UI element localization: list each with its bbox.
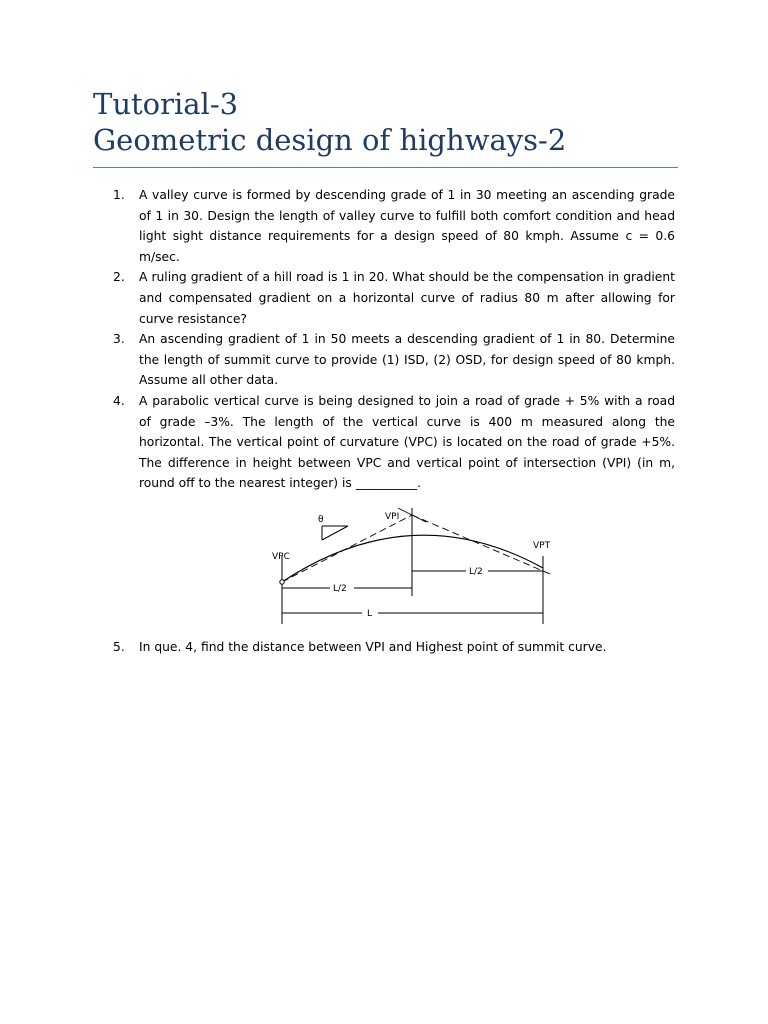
question-item-3 [113,329,675,391]
vertical-curve-diagram [266,500,562,630]
question-item-2 [113,267,675,329]
question-number: 2. [113,270,125,285]
question-text: An ascending gradient of 1 in 50 meets a descending gradient of 1 in 80. Determine the length of summit curve to provide (1) ISD, (2) OSD, for design speed of 80 kmph. Assume all other data. [139,332,675,388]
question-text: A ruling gradient of a hill road is 1 in 20. What should be the compensation in gradient and compensated gradient on a horizontal curve of radius 80 m after allowing for curve resistance? [139,270,675,326]
question-number: 4. [113,393,125,408]
vpt-label: VPT [533,541,551,551]
question-text: A valley curve is formed by descending grade of 1 in 30 meeting an ascending grade of 1 in 30. Design the length of valley curve to fulfill both comfort condition and head light sight distance requirements for a design speed of 80 kmph. Assume c = 0.6 m/sec. [139,188,675,264]
title-divider [93,167,678,168]
question-number: 3. [113,332,125,347]
vertical-curve-svg [266,500,562,630]
right-half-label: L/2 [469,567,483,577]
total-length-label: L [367,609,373,619]
vpi-label: VPI [385,512,400,522]
vpc-point [280,580,284,584]
question-item-1 [113,185,675,267]
page-title: Tutorial-3 [93,87,239,121]
question-list [113,185,675,494]
title-block [93,86,678,158]
question-item-4 [113,391,675,494]
grade-angle-hypotenuse [322,526,348,540]
theta-label: θ [318,515,324,525]
question-text: In que. 4, find the distance between VPI and Highest point of summit curve. [139,640,607,654]
left-half-label: L/2 [333,584,347,594]
descending-tangent-line [412,515,550,574]
vpc-label: VPC [272,552,290,562]
question-number: 5. [113,640,125,654]
question-text: A parabolic vertical curve is being designed to join a road of grade + 5% with a road of grade –3%. The length of the vertical curve is 400 m measured along the horizontal. The vertical point of curvature (VPC) is located on the road of grade +5%. The difference in height between VPC and vertical point of intersection (VPI) (in m, round off to the nearest integer) is __________. [139,393,675,491]
question-number: 1. [113,188,125,202]
page-subtitle: Geometric design of highways-2 [93,123,567,157]
question-item-5 [113,637,675,658]
